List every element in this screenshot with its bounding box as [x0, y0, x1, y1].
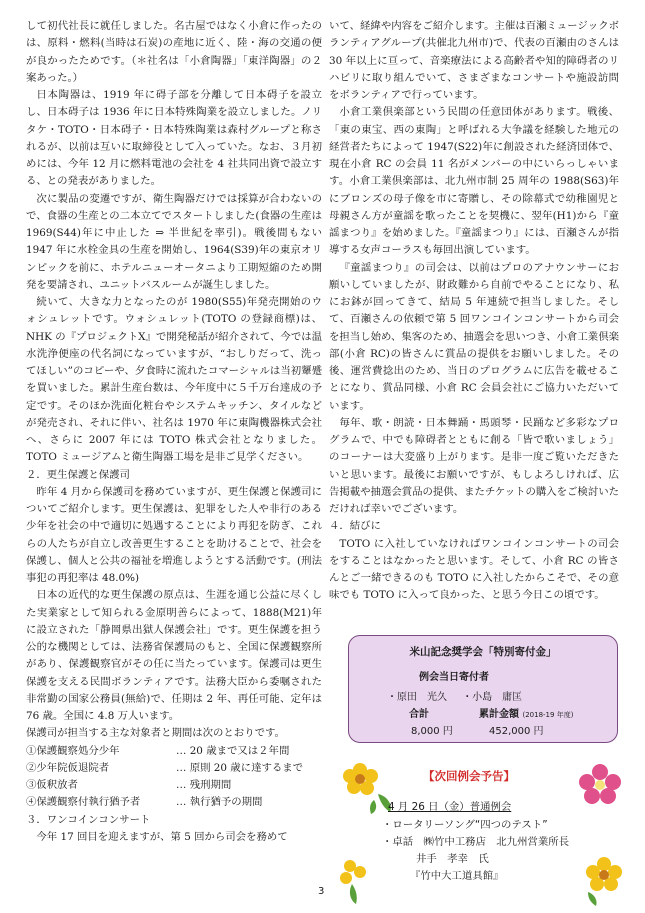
flower-icon	[570, 758, 628, 816]
cumulative-label	[479, 705, 573, 720]
paragraph: いて、経緯や内容をご紹介します。主催は百瀬ミュージックボランティアグループ(共催北九州市)で、代表の百瀬由のさんは 30 年以上に亘って、音楽療法による高齢者や知的障碍者のリハビリに取り組んでいて、さまざまなコンサートや施設訪問をボランティアで行っています。	[329, 20, 619, 101]
list-item-label: ①保護観察処分少年	[26, 744, 120, 757]
section-heading: ４．結びに	[329, 520, 381, 533]
list-item	[26, 794, 322, 811]
donor-name: ・小島 庸匡	[462, 692, 523, 703]
paragraph: 保護司が担当する主な対象者と期間は次のとおりです。	[26, 727, 285, 740]
list-item-value: … 20 歳まで又は２年間	[176, 744, 290, 757]
page-number: 3	[318, 886, 325, 897]
list-item	[26, 743, 322, 760]
next-meeting-title: 【次回例会予告】	[423, 769, 515, 783]
target-list	[26, 743, 322, 812]
paragraph: 日本陶器は、1919 年に碍子部を分離して日本碍子を設立し、日本碍子は 1936 年に日本特殊陶業を設立しました。ノリタケ・TOTO・日本碍子・日本特殊陶業は森村グループと称されるが、以前は互いに取締役として入っていた。なお、３月初めには、今年 12 月に燃料電池の会社を 4 社共同出資で設立する、との発表がありました。	[26, 89, 322, 188]
total-value: 8,000 円	[411, 726, 453, 737]
list-item-label: ②少年院仮退院者	[26, 761, 110, 774]
list-item	[26, 777, 322, 794]
donation-subtitle: 例会当日寄付者	[419, 672, 489, 683]
agenda-item: ・ロータリーソング“四つのテスト”	[382, 819, 548, 831]
next-meeting-notice	[338, 756, 628, 906]
section-heading: ２．更生保護と保護司	[26, 468, 130, 481]
paragraph: TOTO に入社していなければワンコインコンサートの司会をすることはなかったと思います。そして、小倉 RC の皆さんとご一緒できるのも TOTO に入社したからこそで、その意味でも TOTO に入って良かった、と思う今日この頃です。	[329, 537, 619, 602]
donation-box	[348, 635, 618, 743]
talk-title: 『竹中大工道具館』	[410, 870, 504, 882]
agenda-item: ・卓話 ㈱竹中工務店 北九州営業所長	[382, 836, 570, 848]
fiscal-year-label: (2018-19 年度)	[522, 711, 574, 719]
cumulative-label-text: 累計金額	[479, 709, 519, 720]
paragraph: 今年 17 回目を迎えますが、第 5 回から司会を務めて	[36, 830, 288, 843]
paragraph: 日本の近代的な更生保護の原点は、生涯を通じ公益に尽くした実業家として知られる金原明善らによって、1888(M21)年に設立された「静岡県出獄人保護会社」です。更生保護を担う公的な機関としては、法務省保護局のもと、全国に保護観察所があり、保護観察官がその任に当たっています。保護司は更生保護を支える民間ボランティアです。法務大臣から委嘱された非常勤の国家公務員(無給)で、任期は 2 年、再任可能、定年は 76 歳。全国に 4.8 万人います。	[26, 589, 322, 722]
flower-icon	[578, 852, 628, 906]
section-heading: ３．ワンコインコンサート	[26, 813, 151, 826]
paragraph: 昨年 4 月から保護司を務めていますが、更生保護と保護司についてご紹介します。更生保護は、犯罪をした人や非行のある少年を社会の中で適切に処遇することにより再犯を防ぎ、これらの人たちが自立し改善更生することを助けることで、社会を保護し、個人と公共の福祉を増進しようとする活動です。(刑法事犯の再犯率は 48.0%)	[26, 485, 322, 584]
paragraph: 『童謡まつり』の司会は、以前はプロのアナウンサーにお願いしていましたが、財政難から自前でやることになり、私にお鉢が回ってきて、結局 5 年連続で担当しました。そして、百瀬さんの依頼で第 5 回ワンコインコンサートから司会を担当し始め、集客のため、抽選会を思いつき、小倉工業倶楽部(小倉 RC)の皆さんに賞品の提供をお願いしました。その後、運営費捻出のため、当日のプログラムに広告を載せることになり、賞品同様、小倉 RC 会員会社にご協力いただいています。	[329, 261, 619, 412]
donor-names	[387, 688, 534, 703]
cumulative-value: 452,000 円	[489, 726, 544, 737]
paragraph: 毎年、歌・朗読・日本舞踊・馬頭琴・民踊など多彩なプログラムで、中でも障碍者とともに創る「皆で歌いましょう」のコーナーは大変盛り上がります。是非一度ご覧いただきたいと思います。最後にお願いですが、もしよろしければ、広告掲載や抽選会賞品の提供、またチケットの購入をご検討いただければ幸いでございます。	[329, 416, 619, 515]
list-item-value: … 残刑期間	[176, 779, 232, 791]
left-column	[26, 18, 322, 846]
total-label: 合計	[409, 709, 429, 720]
donor-name: ・原田 光久	[387, 692, 447, 703]
list-item-value: … 執行猶予の期間	[176, 796, 263, 809]
meeting-date: 4 月 26 日（金）普通例会	[388, 801, 512, 813]
paragraph: 続いて、大きな力となったのが 1980(S55)年発売開始のウォシュレットです。ウォシュレット(TOTO の登録商標)は、NHK の『プロジェクトX』で開発秘話が紹介されて、今では温水洗浄便座の代名詞になっていますが、“おしりだって、洗ってほしい”のコピーや、夕食時に流れたコマーシャルは当初顰蹙を買いました。累計生産台数は、今年度中に５千万台達成の予定です。そのほか洗面化粧台やシステムキッチン、タイルなどが発売され、それに伴い、社名は 1970 年に東陶機器株式会社へ、さらに 2007 年には TOTO 株式会社となりました。TOTO ミュージアムと衛生陶器工場を是非ご見学ください。	[26, 296, 322, 464]
list-item-label: ③仮釈放者	[26, 779, 78, 791]
donation-title: 米山記念奨学会「特別寄付金」	[409, 646, 557, 658]
list-item	[26, 760, 322, 777]
list-item-label: ④保護観察付執行猶予者	[26, 796, 141, 809]
list-item-value: … 原則 20 歳に達するまで	[176, 761, 304, 774]
right-column	[329, 18, 619, 605]
flower-icon	[338, 856, 378, 906]
paragraph: 次に製品の変遷ですが、衛生陶器だけでは採算が合わないので、食器の生産との二本立てでスタートしました(食器の生産は 1969(S44)年に中止した ⇒ 半世紀を率引)。戦後間もない 1947 年に水栓金具の生産を開始し、1964(S39)年の東京オリンピックを前に、ホテルニューオータニより工期短縮のため開発を要請され、ユニットバスルームが誕生しました。	[26, 192, 322, 291]
speaker-name: 井手 孝幸 氏	[416, 853, 489, 865]
paragraph: 小倉工業倶楽部という民間の任意団体があります。戦後、「東の東宝、西の東陶」と呼ばれる大争議を経験した地元の経営者たちによって 1947(S22)年に創設された経済団体で、現在小倉 RC の会員 11 名がメンバーの中にいらっしゃいます。小倉工業倶楽部は、北九州市制 25 周年の 1988(S63)年にブロンズの母子像を市に寄贈し、その除幕式で幼稚園児と母親さん方が童謡を歌ったことを契機に、翌年(H1)から『童謡まつり』を始めました。『童謡まつり』には、百瀬さんが指導する女声コーラスも毎回出演しています。	[329, 106, 619, 257]
paragraph: して初代社長に就任しました。名古屋ではなく小倉に作ったのは、原料・燃料(当時は石炭)の産地に近く、陸・海の交通の便が良かったためです。（＊社名は「小倉陶器」「東洋陶器」の２案あった。）	[26, 20, 322, 84]
